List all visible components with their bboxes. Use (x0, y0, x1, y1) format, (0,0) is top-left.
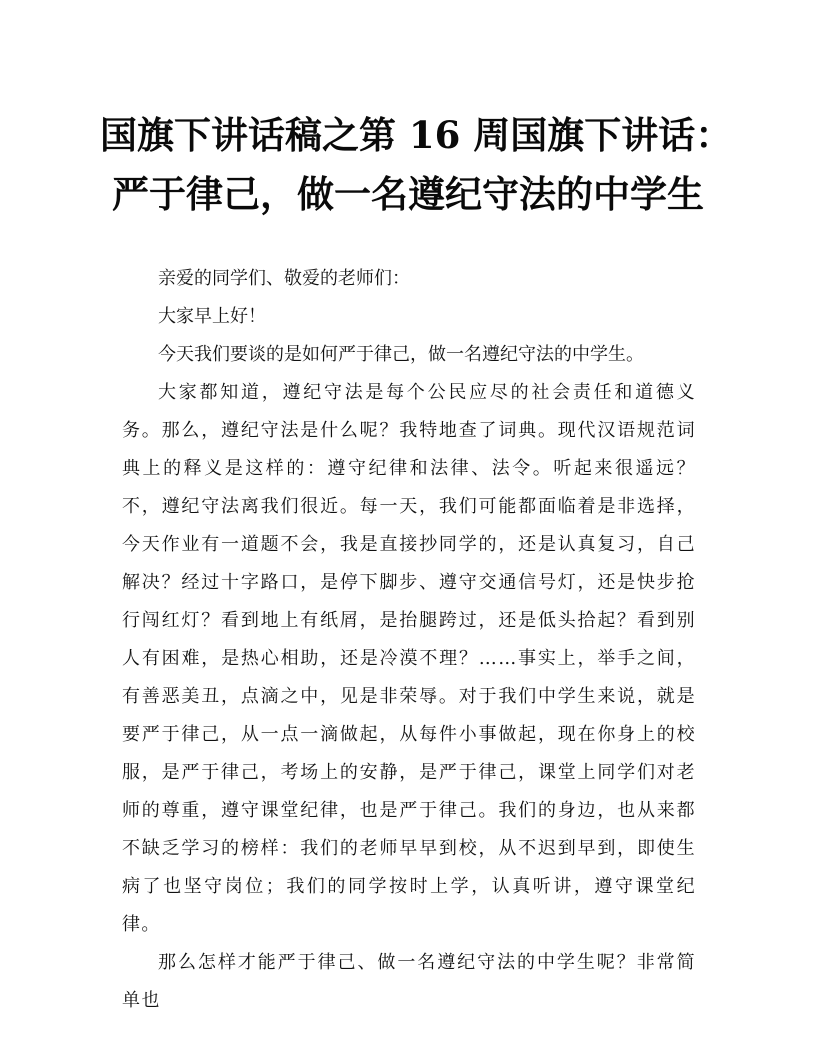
document-body (122, 260, 696, 1020)
document-title-line-1: 国旗下讲话稿之第 16 周国旗下讲话： (100, 113, 733, 157)
topic-paragraph: 今天我们要谈的是如何严于律己，做一名遵纪守法的中学生。 (158, 344, 644, 365)
closing-paragraph: 那么怎样才能严于律己、做一名遵纪守法的中学生呢？非常简单也 (122, 952, 696, 1011)
document-title-line-2: 严于律己，做一名遵纪守法的中学生 (112, 172, 704, 216)
greeting-paragraph: 大家早上好！ (158, 306, 266, 327)
main-paragraph: 大家都知道，遵纪守法是每个公民应尽的社会责任和道德义务。那么，遵纪守法是什么呢？我特地查了词典。现代汉语规范词典上的释义是这样的：遵守纪律和法律、法令。听起来很遥远？不，遵纪守法离我们很近。每一天，我们可能都面临着是非选择，今天作业有一道题不会，我是直接抄同学的，还是认真复习，自己解决？经过十字路口，是停下脚步、遵守交通信号灯，还是快步抢行闯红灯？看到地上有纸屑，是抬腿跨过，还是低头拾起？看到别人有困难，是热心相助，还是冷漠不理？……事实上，举手之间，有善恶美丑，点滴之中，见是非荣辱。对于我们中学生来说，就是要严于律己，从一点一滴做起，从每件小事做起，现在你身上的校服，是严于律己，考场上的安静，是严于律己，课堂上同学们对老师的尊重，遵守课堂纪律，也是严于律己。我们的身边，也从来都不缺乏学习的榜样：我们的老师早早到校，从不迟到早到，即使生病了也坚守岗位；我们的同学按时上学，认真听讲，遵守课堂纪律。 (122, 382, 696, 935)
salutation-paragraph: 亲爱的同学们、敬爱的老师们： (158, 268, 410, 289)
